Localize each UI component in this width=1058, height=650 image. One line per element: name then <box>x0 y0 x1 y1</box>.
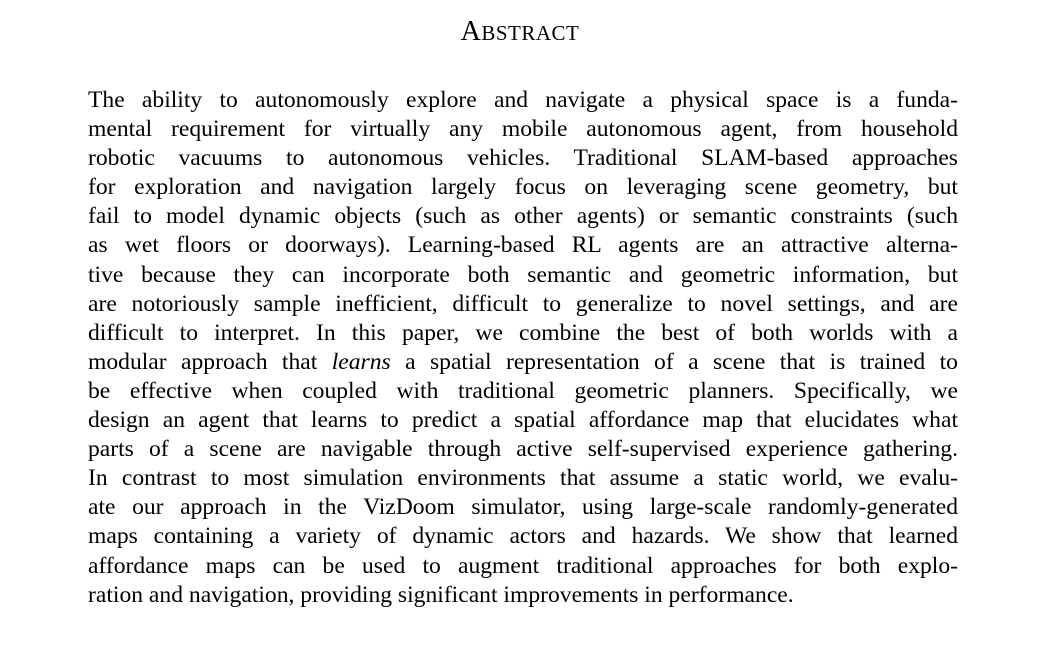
abstract-line: affordance maps can be used to augment traditional approaches for both explo- <box>88 552 958 579</box>
abstract-body <box>88 86 958 610</box>
abstract-line: tive because they can incorporate both semantic and geometric information, but <box>88 261 958 288</box>
abstract-line: fail to model dynamic objects (such as other agents) or semantic constraints (such <box>88 203 958 230</box>
abstract-heading-rest: BSTRACT <box>481 21 580 45</box>
abstract-line: The ability to autonomously explore and navigate a physical space is a funda- <box>88 87 958 113</box>
abstract-line: as wet floors or doorways). Learning-based RL agents are an attractive alterna- <box>88 232 958 259</box>
abstract-line-part: a spatial representation of a scene that is trained to <box>390 348 958 375</box>
abstract-line: design an agent that learns to predict a spatial affordance map that elucidates what <box>88 407 958 434</box>
abstract-line: mental requirement for virtually any mobile autonomous agent, from household <box>88 116 958 143</box>
abstract-heading <box>0 14 1040 51</box>
abstract-line: are notoriously sample inefficient, difficult to generalize to novel settings, and are <box>88 290 958 317</box>
abstract-line-with-emphasis <box>88 348 958 377</box>
abstract-line-part: modular approach that <box>88 348 332 375</box>
abstract-line: difficult to interpret. In this paper, we combine the best of both worlds with a <box>88 319 958 346</box>
abstract-line: parts of a scene are navigable through active self-supervised experience gathering. <box>88 436 958 463</box>
abstract-line: In contrast to most simulation environments that assume a static world, we evalu- <box>88 465 958 492</box>
abstract-line-last: ration and navigation, providing significant improvements in performance. <box>88 581 794 608</box>
abstract-heading-initial: A <box>460 16 482 47</box>
emphasized-word: learns <box>331 348 391 375</box>
abstract-line: ate our approach in the VizDoom simulator, using large-scale randomly-generated <box>88 494 958 521</box>
abstract-line: for exploration and navigation largely focus on leveraging scene geometry, but <box>88 174 958 201</box>
abstract-line: be effective when coupled with traditional geometric planners. Specifically, we <box>88 377 958 404</box>
abstract-line: maps containing a variety of dynamic actors and hazards. We show that learned <box>88 523 958 550</box>
abstract-line: robotic vacuums to autonomous vehicles. Traditional SLAM-based approaches <box>88 145 958 172</box>
